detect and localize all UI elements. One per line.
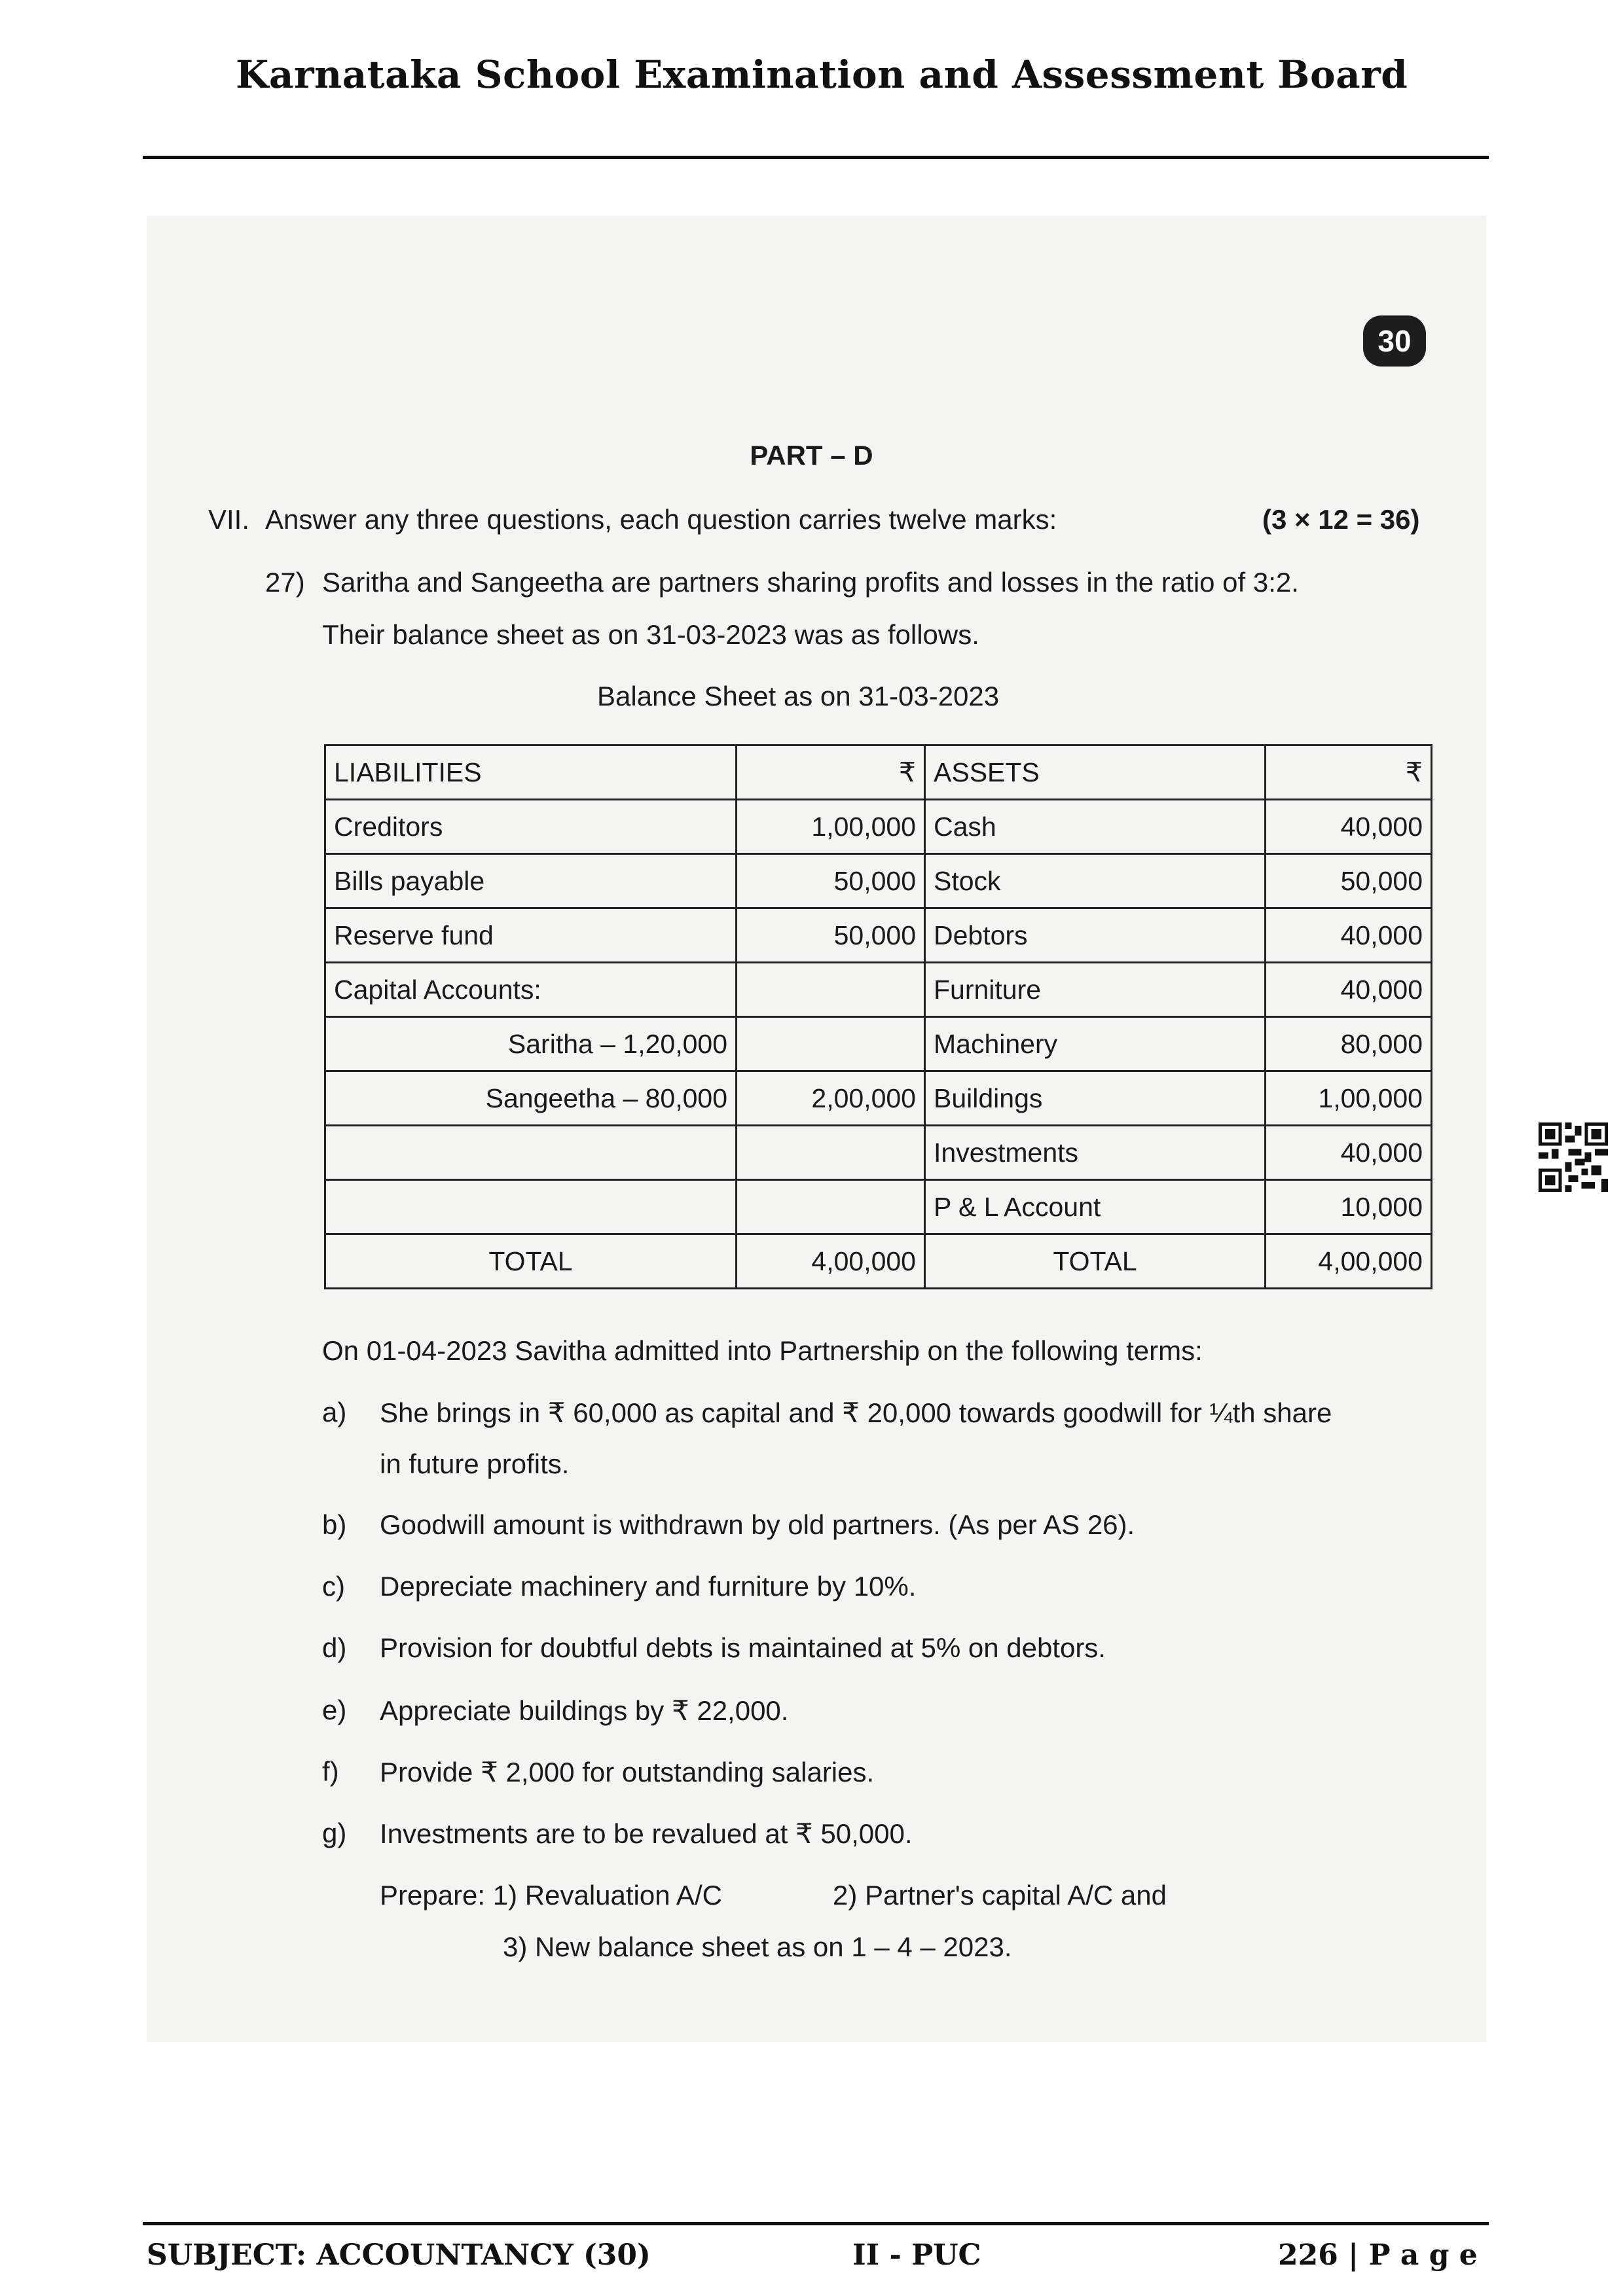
section-marks: (3 × 12 = 36) xyxy=(1262,504,1420,535)
page-badge: 30 xyxy=(1363,315,1426,367)
table-row xyxy=(325,854,1432,908)
prepare-item-1: Prepare: 1) Revaluation A/C xyxy=(380,1880,722,1910)
table-row xyxy=(325,1180,1432,1234)
asset-cell: Debtors xyxy=(925,908,1266,963)
table-row xyxy=(325,963,1432,1017)
balance-sheet-title: Balance Sheet as on 31-03-2023 xyxy=(597,681,1000,711)
liability-amount-cell: 1,00,000 xyxy=(737,800,925,854)
asset-cell: Stock xyxy=(925,854,1266,908)
header-rule xyxy=(143,156,1489,159)
term-label: f) xyxy=(322,1756,339,1787)
table-header-row xyxy=(325,745,1432,800)
term-text: Goodwill amount is withdrawn by old partners. (As per AS 26). xyxy=(380,1509,1135,1540)
asset-amount-cell: 50,000 xyxy=(1266,854,1432,908)
asset-cell: P & L Account xyxy=(925,1180,1266,1234)
table-row xyxy=(325,1071,1432,1126)
footer-rule xyxy=(143,2222,1489,2225)
rupee-header: ₹ xyxy=(1266,745,1432,800)
question-number: 27) xyxy=(265,567,305,598)
question-line-1: Saritha and Sangeetha are partners sharing profits and losses in the ratio of 3:2. xyxy=(322,567,1299,598)
term-text: Provision for doubtful debts is maintained at 5% on debtors. xyxy=(380,1632,1106,1663)
qr-code-icon xyxy=(1535,1119,1611,1195)
term-text: She brings in ₹ 60,000 as capital and ₹ 20,000 towards goodwill for ¼th share xyxy=(380,1397,1332,1428)
part-title: PART – D xyxy=(750,440,873,471)
term-text: Provide ₹ 2,000 for outstanding salaries. xyxy=(380,1757,875,1787)
term-label: a) xyxy=(322,1397,347,1427)
liability-cell: Saritha – 1,20,000 xyxy=(325,1017,737,1071)
asset-cell: Machinery xyxy=(925,1017,1266,1071)
term-text: Appreciate buildings by ₹ 22,000. xyxy=(380,1695,789,1726)
asset-cell: Cash xyxy=(925,800,1266,854)
liability-amount-cell: 50,000 xyxy=(737,854,925,908)
term-label: c) xyxy=(322,1571,345,1602)
footer-page-number: 226 | P a g e xyxy=(1278,2238,1478,2272)
term-text: Depreciate machinery and furniture by 10%. xyxy=(380,1571,917,1602)
term-text: Investments are to be revalued at ₹ 50,000. xyxy=(380,1818,913,1849)
prepare-item-3: 3) New balance sheet as on 1 – 4 – 2023. xyxy=(503,1931,1012,1962)
balance-sheet-table xyxy=(324,744,1432,1289)
asset-amount-cell: 40,000 xyxy=(1266,1126,1432,1180)
table-row xyxy=(325,908,1432,963)
rupee-header: ₹ xyxy=(737,745,925,800)
asset-amount-cell: 10,000 xyxy=(1266,1180,1432,1234)
asset-cell: Investments xyxy=(925,1126,1266,1180)
liability-amount-cell xyxy=(737,1126,925,1180)
table-row xyxy=(325,800,1432,854)
footer-class: II - PUC xyxy=(852,2238,981,2272)
section-instruction: Answer any three questions, each question carries twelve marks: xyxy=(265,504,1057,535)
liability-cell: Sangeetha – 80,000 xyxy=(325,1071,737,1126)
prepare-item-2: 2) Partner's capital A/C and xyxy=(833,1880,1167,1910)
liability-amount-cell xyxy=(737,963,925,1017)
term-label: b) xyxy=(322,1509,347,1540)
liability-amount-cell: 50,000 xyxy=(737,908,925,963)
asset-amount-cell: 1,00,000 xyxy=(1266,1071,1432,1126)
term-label: g) xyxy=(322,1818,347,1848)
liabilities-header: LIABILITIES xyxy=(325,745,737,800)
liability-amount-cell: 2,00,000 xyxy=(737,1071,925,1126)
asset-amount-cell: 40,000 xyxy=(1266,800,1432,854)
liabilities-total-amount: 4,00,000 xyxy=(737,1234,925,1289)
liability-cell: Creditors xyxy=(325,800,737,854)
table-row xyxy=(325,1017,1432,1071)
admission-intro: On 01-04-2023 Savitha admitted into Partnership on the following terms: xyxy=(322,1335,1203,1366)
assets-total-amount: 4,00,000 xyxy=(1266,1234,1432,1289)
liability-cell: Bills payable xyxy=(325,854,737,908)
liability-cell: Capital Accounts: xyxy=(325,963,737,1017)
term-label: d) xyxy=(322,1632,347,1663)
table-row xyxy=(325,1126,1432,1180)
asset-cell: Buildings xyxy=(925,1071,1266,1126)
asset-amount-cell: 80,000 xyxy=(1266,1017,1432,1071)
liability-cell xyxy=(325,1180,737,1234)
term-label: e) xyxy=(322,1695,347,1725)
asset-amount-cell: 40,000 xyxy=(1266,963,1432,1017)
footer-subject: SUBJECT: ACCOUNTANCY (30) xyxy=(147,2238,651,2272)
asset-cell: Furniture xyxy=(925,963,1266,1017)
section-label: VII. xyxy=(208,504,250,535)
assets-header: ASSETS xyxy=(925,745,1266,800)
term-text-continued: in future profits. xyxy=(380,1448,570,1479)
asset-amount-cell: 40,000 xyxy=(1266,908,1432,963)
liability-cell xyxy=(325,1126,737,1180)
liabilities-total-label: TOTAL xyxy=(325,1234,737,1289)
assets-total-label: TOTAL xyxy=(925,1234,1266,1289)
table-total-row xyxy=(325,1234,1432,1289)
liability-amount-cell xyxy=(737,1180,925,1234)
liability-amount-cell xyxy=(737,1017,925,1071)
liability-cell: Reserve fund xyxy=(325,908,737,963)
question-line-2: Their balance sheet as on 31-03-2023 was as follows. xyxy=(322,619,979,650)
header-title: Karnataka School Examination and Assessment Board xyxy=(236,52,1408,97)
